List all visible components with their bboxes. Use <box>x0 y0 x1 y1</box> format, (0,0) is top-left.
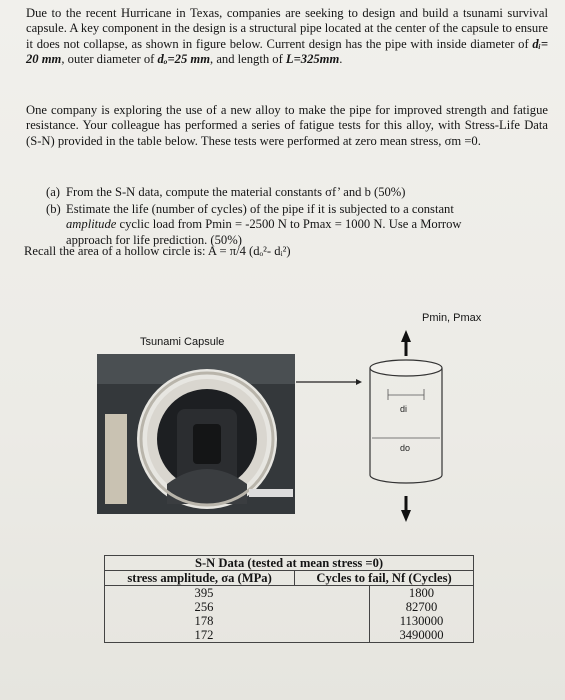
di-label: di <box>400 404 408 414</box>
sn-table <box>104 555 474 643</box>
col-header-stress: stress amplitude, σa (MPa) <box>105 571 295 586</box>
table-row: 256 82700 <box>105 600 474 614</box>
table-row: 172 3490000 <box>105 628 474 643</box>
pipe-bottom <box>370 475 442 483</box>
connector-arrow-head <box>356 379 362 385</box>
recall-formula: Recall the area of a hollow circle is: A = π/4 (dₒ²- dᵢ²) <box>24 244 291 258</box>
load-label: Pmin, Pmax <box>422 312 482 324</box>
up-arrow-shaft <box>405 340 408 356</box>
question-a: (a) From the S-N data, compute the material constants σf’ and b (50%) <box>46 185 406 199</box>
intro-paragraph: Due to the recent Hurricane in Texas, companies are seeking to design and build a tsunami survival capsule. A key component in the design is a structural pipe located at the center of the capsule to ensure it does not collapse, as shown in figure below. Current design has the pipe with inside diameter of dᵢ= 20 mm, outer diameter of dₒ=25 mm, and length of L=325mm. <box>26 6 548 67</box>
photo-caption: Tsunami Capsule <box>140 336 225 348</box>
pipe-top <box>370 360 442 376</box>
pipe-diagram <box>296 300 556 530</box>
alloy-paragraph: One company is exploring the use of a new alloy to make the pipe for improved strength and fatigue resistance. Your colleague has performed a series of fatigue tests for this alloy, with Stress-Life Data (S-N) provided in the table below. These tests were performed at zero mean stress, σm =0. <box>26 103 548 148</box>
col-header-cycles: Cycles to fail, Nf (Cycles) <box>295 571 474 586</box>
capsule-illustration <box>97 354 295 514</box>
down-arrow-shaft <box>405 496 408 512</box>
table-row: 178 1130000 <box>105 614 474 628</box>
table-row: 395 1800 <box>105 586 474 600</box>
capsule-photo <box>97 354 295 514</box>
down-arrow-head <box>401 510 411 522</box>
table-title: S-N Data (tested at mean stress =0) <box>105 556 474 571</box>
do-label: do <box>400 443 411 453</box>
question-b: (b) Estimate the life (number of cycles) of the pipe if it is subjected to a constant amplitude cyclic load from Pmin = -2500 N to Pmax = 1000 N. Use a Morrow approach for life prediction. (50%) <box>46 202 462 247</box>
